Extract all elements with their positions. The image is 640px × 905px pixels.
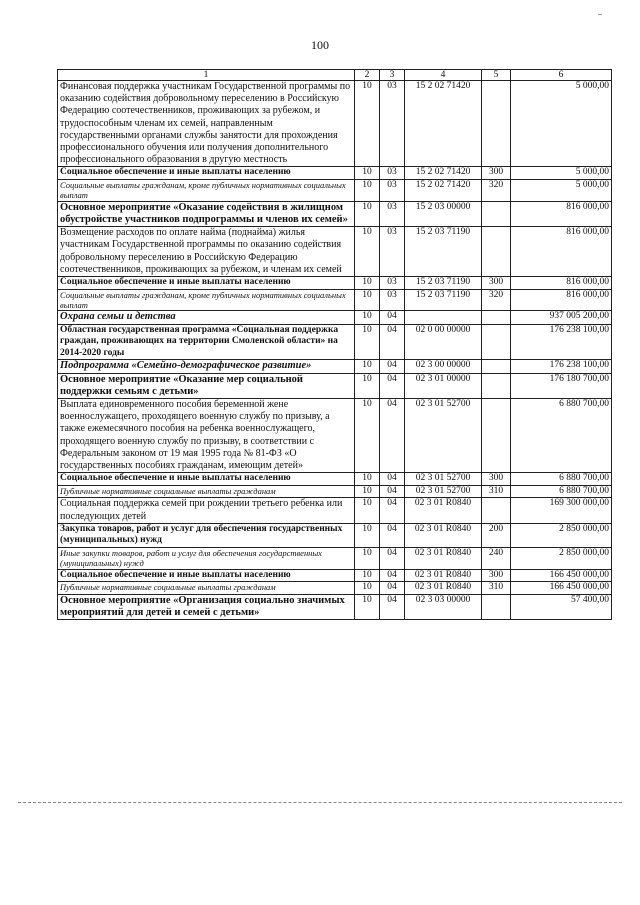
row-section-cell: 10	[355, 167, 380, 180]
table-row	[58, 569, 612, 582]
row-section-cell: 10	[355, 595, 380, 620]
table-row	[58, 227, 612, 277]
table-body	[58, 81, 612, 620]
row-amount-cell: 166 450 000,00	[511, 582, 612, 595]
row-amount-cell: 816 000,00	[511, 201, 612, 226]
row-target-article-cell: 02 3 01 R0840	[405, 569, 482, 582]
row-amount-cell: 816 000,00	[511, 289, 612, 311]
row-name-cell: Социальное обеспечение и иные выплаты населению	[58, 569, 355, 582]
row-section-cell: 10	[355, 227, 380, 277]
row-amount-cell: 2 850 000,00	[511, 548, 612, 570]
row-expense-type-cell: 320	[482, 180, 511, 202]
row-amount-cell: 57 400,00	[511, 595, 612, 620]
table-row	[58, 180, 612, 202]
row-expense-type-cell: 320	[482, 289, 511, 311]
row-name-cell: Социальная поддержка семей при рождении третьего ребенка или последующих детей	[58, 498, 355, 523]
row-subsection-cell: 03	[380, 201, 405, 226]
row-name-cell: Подпрограмма «Семейно-демографическое развитие»	[58, 360, 355, 373]
row-expense-type-cell: 300	[482, 277, 511, 290]
table-row	[58, 498, 612, 523]
table-header-row	[58, 70, 612, 81]
row-section-cell: 10	[355, 201, 380, 226]
row-amount-cell: 5 000,00	[511, 81, 612, 167]
table-row	[58, 289, 612, 311]
row-name-cell: Социальное обеспечение и иные выплаты населению	[58, 167, 355, 180]
row-subsection-cell: 04	[380, 311, 405, 324]
table-row	[58, 473, 612, 486]
row-subsection-cell: 04	[380, 360, 405, 373]
row-subsection-cell: 03	[380, 180, 405, 202]
row-target-article-cell: 02 0 00 00000	[405, 324, 482, 360]
row-section-cell: 10	[355, 473, 380, 486]
row-name-cell: Возмещение расходов по оплате найма (поднайма) жилья участникам Государственной программы по оказанию содействия добровольному переселению в Российскую Федерацию соотечественников, проживающих за рубежом, и членам их семей	[58, 227, 355, 277]
row-target-article-cell: 02 3 01 R0840	[405, 523, 482, 547]
row-subsection-cell: 04	[380, 595, 405, 620]
row-target-article-cell: 15 2 02 71420	[405, 167, 482, 180]
row-section-cell: 10	[355, 582, 380, 595]
row-name-cell: Иные закупки товаров, работ и услуг для обеспечения государственных (муниципальных) нужд	[58, 548, 355, 570]
row-section-cell: 10	[355, 399, 380, 473]
footer-dashed-line	[18, 802, 622, 803]
row-section-cell: 10	[355, 180, 380, 202]
row-subsection-cell: 03	[380, 277, 405, 290]
row-expense-type-cell	[482, 201, 511, 226]
row-name-cell: Основное мероприятие «Оказание содействия в жилищном обустройстве участников подпрограммы и членов их семей»	[58, 201, 355, 226]
header-col-1: 1	[58, 70, 355, 81]
row-amount-cell: 5 000,00	[511, 180, 612, 202]
row-subsection-cell: 04	[380, 485, 405, 498]
row-name-cell: Закупка товаров, работ и услуг для обеспечения государственных (муниципальных) нужд	[58, 523, 355, 547]
row-target-article-cell: 02 3 01 52700	[405, 485, 482, 498]
row-name-cell: Основное мероприятие «Оказание мер социальной поддержки семьям с детьми»	[58, 373, 355, 398]
row-expense-type-cell: 300	[482, 167, 511, 180]
row-expense-type-cell	[482, 324, 511, 360]
header-col-3: 3	[380, 70, 405, 81]
budget-table	[57, 69, 612, 620]
row-subsection-cell: 04	[380, 473, 405, 486]
row-expense-type-cell	[482, 498, 511, 523]
row-amount-cell: 816 000,00	[511, 277, 612, 290]
header-col-4: 4	[405, 70, 482, 81]
row-target-article-cell: 02 3 01 52700	[405, 473, 482, 486]
row-expense-type-cell: 240	[482, 548, 511, 570]
row-amount-cell: 166 450 000,00	[511, 569, 612, 582]
page-number: 100	[311, 38, 329, 52]
table-row	[58, 360, 612, 373]
row-target-article-cell: 02 3 01 52700	[405, 399, 482, 473]
row-amount-cell: 176 238 100,00	[511, 324, 612, 360]
row-subsection-cell: 04	[380, 548, 405, 570]
row-amount-cell: 937 005 200,00	[511, 311, 612, 324]
row-target-article-cell: 15 2 03 71190	[405, 227, 482, 277]
budget-table-container	[57, 69, 611, 620]
row-subsection-cell: 04	[380, 373, 405, 398]
table-row	[58, 167, 612, 180]
row-subsection-cell: 04	[380, 498, 405, 523]
table-row	[58, 399, 612, 473]
table-row	[58, 373, 612, 398]
row-name-cell: Публичные нормативные социальные выплаты гражданам	[58, 582, 355, 595]
row-name-cell: Основное мероприятие «Организация социально значимых мероприятий для детей и семей с детьми»	[58, 595, 355, 620]
table-row	[58, 523, 612, 547]
row-name-cell: Социальные выплаты гражданам, кроме публичных нормативных социальных выплат	[58, 180, 355, 202]
table-row	[58, 81, 612, 167]
row-target-article-cell: 15 2 03 71190	[405, 277, 482, 290]
row-section-cell: 10	[355, 498, 380, 523]
table-row	[58, 548, 612, 570]
row-section-cell: 10	[355, 523, 380, 547]
row-subsection-cell: 04	[380, 582, 405, 595]
row-expense-type-cell	[482, 311, 511, 324]
table-row	[58, 485, 612, 498]
row-target-article-cell: 15 2 03 00000	[405, 201, 482, 226]
row-expense-type-cell	[482, 595, 511, 620]
row-name-cell: Публичные нормативные социальные выплаты гражданам	[58, 485, 355, 498]
row-subsection-cell: 04	[380, 324, 405, 360]
header-col-2: 2	[355, 70, 380, 81]
scan-mark	[598, 14, 602, 15]
row-section-cell: 10	[355, 360, 380, 373]
header-col-5: 5	[482, 70, 511, 81]
row-section-cell: 10	[355, 311, 380, 324]
row-amount-cell: 176 180 700,00	[511, 373, 612, 398]
row-subsection-cell: 04	[380, 399, 405, 473]
row-target-article-cell: 02 3 01 R0840	[405, 498, 482, 523]
row-target-article-cell: 15 2 03 71190	[405, 289, 482, 311]
table-row	[58, 201, 612, 226]
row-amount-cell: 169 300 000,00	[511, 498, 612, 523]
row-target-article-cell: 02 3 00 00000	[405, 360, 482, 373]
row-section-cell: 10	[355, 548, 380, 570]
row-expense-type-cell	[482, 227, 511, 277]
row-subsection-cell: 03	[380, 167, 405, 180]
row-subsection-cell: 03	[380, 81, 405, 167]
table-row	[58, 324, 612, 360]
row-expense-type-cell: 300	[482, 473, 511, 486]
row-target-article-cell: 15 2 02 71420	[405, 81, 482, 167]
row-amount-cell: 6 880 700,00	[511, 485, 612, 498]
row-expense-type-cell: 300	[482, 569, 511, 582]
row-target-article-cell: 15 2 02 71420	[405, 180, 482, 202]
table-row	[58, 277, 612, 290]
row-amount-cell: 816 000,00	[511, 227, 612, 277]
row-section-cell: 10	[355, 569, 380, 582]
row-target-article-cell: 02 3 01 R0840	[405, 548, 482, 570]
row-target-article-cell: 02 3 01 R0840	[405, 582, 482, 595]
table-row	[58, 582, 612, 595]
row-target-article-cell: 02 3 01 00000	[405, 373, 482, 398]
row-section-cell: 10	[355, 81, 380, 167]
row-section-cell: 10	[355, 485, 380, 498]
row-name-cell: Социальное обеспечение и иные выплаты населению	[58, 473, 355, 486]
row-name-cell: Социальное обеспечение и иные выплаты населению	[58, 277, 355, 290]
row-subsection-cell: 03	[380, 227, 405, 277]
table-row	[58, 595, 612, 620]
row-name-cell: Выплата единовременного пособия беременной жене военнослужащего, проходящего военную службу по призыву, а также ежемесячного пособия на ребенка военнослужащего, проходящего военную службу по призыву, в соответствии с Федеральным законом от 19 мая 1995 года № 81-ФЗ «О государственных пособиях гражданам, имеющим детей»	[58, 399, 355, 473]
row-amount-cell: 5 000,00	[511, 167, 612, 180]
row-amount-cell: 6 880 700,00	[511, 473, 612, 486]
row-amount-cell: 176 238 100,00	[511, 360, 612, 373]
row-expense-type-cell: 310	[482, 485, 511, 498]
row-expense-type-cell	[482, 399, 511, 473]
header-col-6: 6	[511, 70, 612, 81]
row-expense-type-cell	[482, 360, 511, 373]
row-section-cell: 10	[355, 324, 380, 360]
table-row	[58, 311, 612, 324]
row-name-cell: Охрана семьи и детства	[58, 311, 355, 324]
row-target-article-cell	[405, 311, 482, 324]
row-name-cell: Областная государственная программа «Социальная поддержка граждан, проживающих на территории Смоленской области» на 2014-2020 годы	[58, 324, 355, 360]
row-target-article-cell: 02 3 03 00000	[405, 595, 482, 620]
row-amount-cell: 2 850 000,00	[511, 523, 612, 547]
row-subsection-cell: 04	[380, 523, 405, 547]
row-section-cell: 10	[355, 277, 380, 290]
row-amount-cell: 6 880 700,00	[511, 399, 612, 473]
row-expense-type-cell: 200	[482, 523, 511, 547]
row-subsection-cell: 03	[380, 289, 405, 311]
row-expense-type-cell	[482, 373, 511, 398]
row-section-cell: 10	[355, 289, 380, 311]
row-name-cell: Финансовая поддержка участникам Государственной программы по оказанию содействия добровольному переселению в Российскую Федерацию соотечественников, проживающих за рубежом, и трудоспособным членам их семей, направленным государственными органами службы занятости для прохождения профессионального обучения или получения дополнительного профессионального образования в другую местность	[58, 81, 355, 167]
row-section-cell: 10	[355, 373, 380, 398]
row-name-cell: Социальные выплаты гражданам, кроме публичных нормативных социальных выплат	[58, 289, 355, 311]
row-expense-type-cell	[482, 81, 511, 167]
row-subsection-cell: 04	[380, 569, 405, 582]
row-expense-type-cell: 310	[482, 582, 511, 595]
